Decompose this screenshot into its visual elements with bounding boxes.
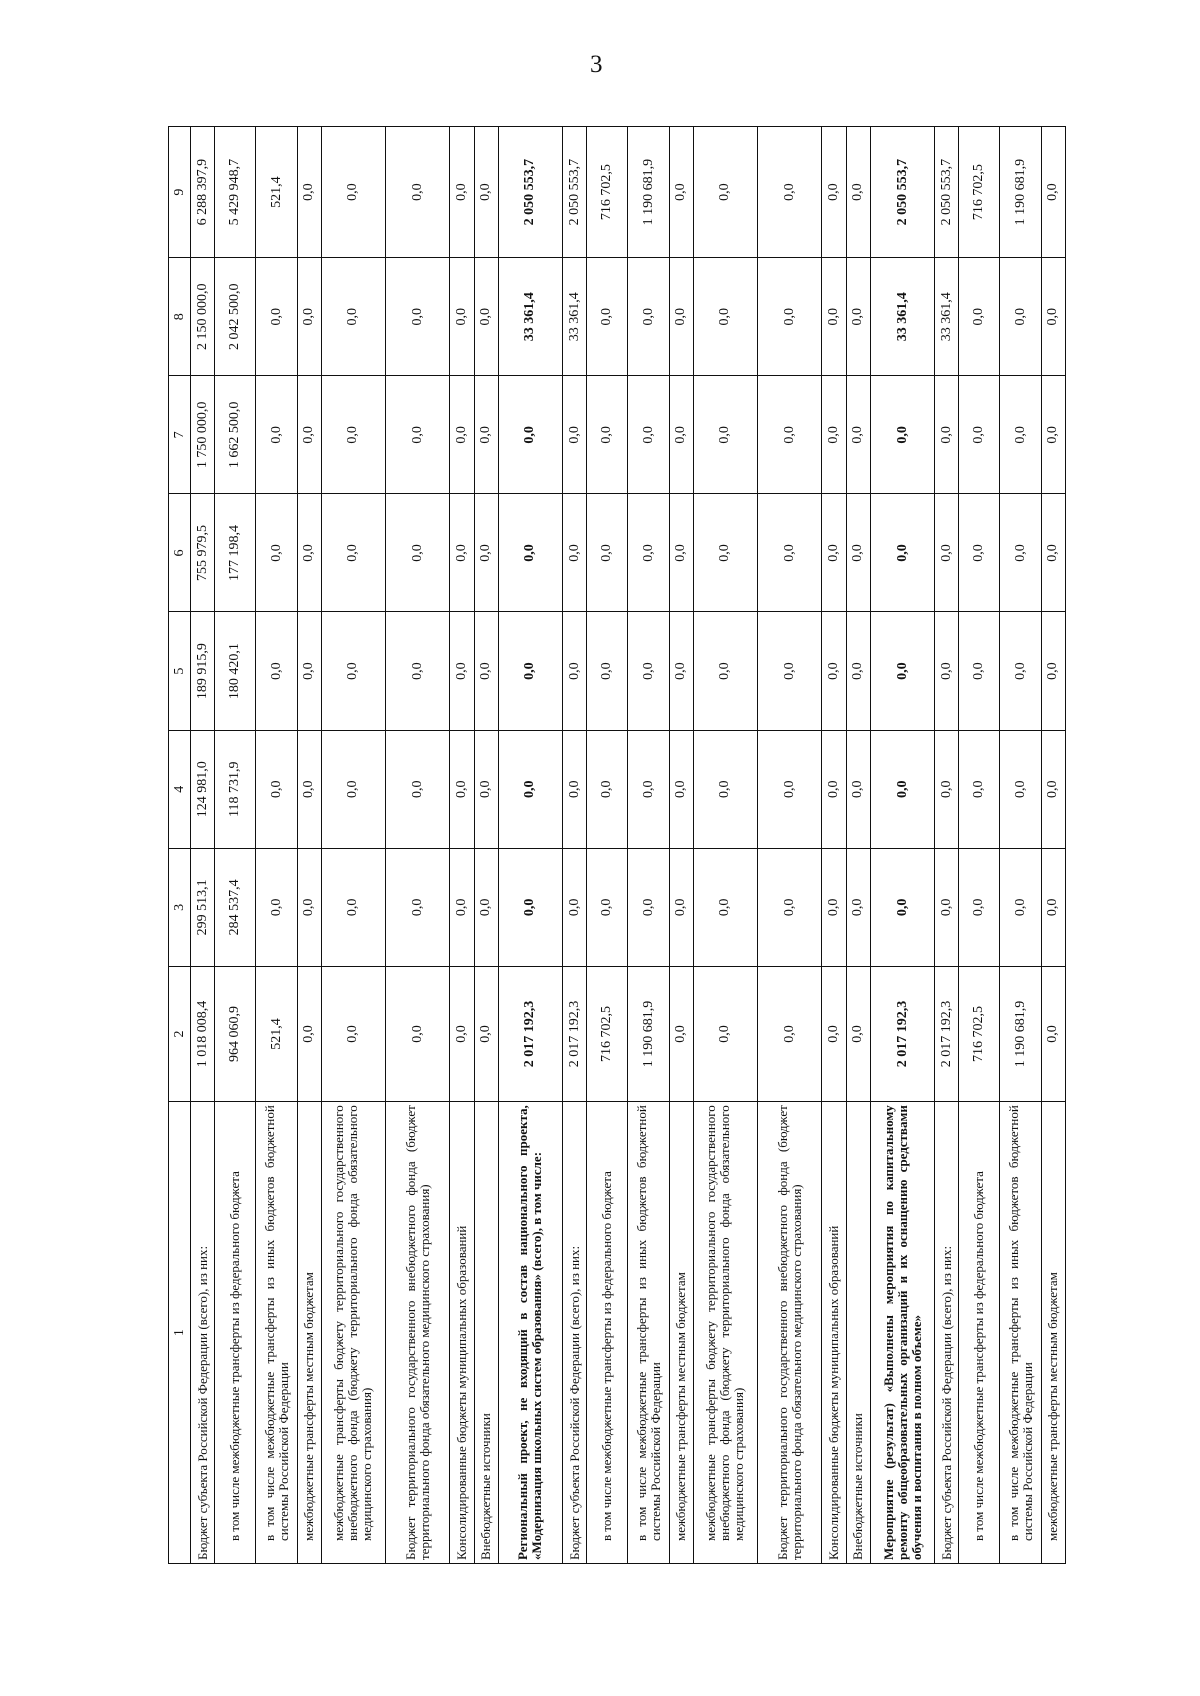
value-cell: 33 361,4 xyxy=(870,258,934,376)
value-cell: 0,0 xyxy=(1000,730,1041,848)
value-cell: 0,0 xyxy=(321,612,385,730)
value-cell: 0,0 xyxy=(669,848,693,966)
row-label: в том числе межбюджетные трансферты из федерального бюджета xyxy=(587,1102,628,1564)
value-cell: 0,0 xyxy=(669,612,693,730)
value-cell: 0,0 xyxy=(297,494,321,612)
value-cell: 0,0 xyxy=(256,848,297,966)
value-cell: 0,0 xyxy=(297,966,321,1101)
value-cell: 0,0 xyxy=(450,612,474,730)
value-cell: 0,0 xyxy=(1000,258,1041,376)
value-cell: 0,0 xyxy=(669,966,693,1101)
value-cell: 0,0 xyxy=(669,258,693,376)
value-cell: 0,0 xyxy=(386,494,450,612)
value-cell: 0,0 xyxy=(846,966,870,1101)
table-row xyxy=(693,127,757,1564)
row-label: Бюджет территориального государственного внебюджетного фонда (бюджет территориального фонда обязательного медицинского страхования) xyxy=(386,1102,450,1564)
value-cell: 0,0 xyxy=(669,127,693,258)
value-cell: 0,0 xyxy=(846,730,870,848)
table-row xyxy=(386,127,450,1564)
row-label: в том числе межбюджетные трансферты из федерального бюджета xyxy=(215,1102,256,1564)
value-cell: 0,0 xyxy=(474,966,498,1101)
value-cell: 0,0 xyxy=(1041,966,1065,1101)
value-cell: 0,0 xyxy=(822,127,846,258)
table-row xyxy=(628,127,669,1564)
value-cell: 0,0 xyxy=(669,376,693,494)
value-cell: 0,0 xyxy=(822,848,846,966)
value-cell: 0,0 xyxy=(450,376,474,494)
table-row xyxy=(321,127,385,1564)
value-cell: 0,0 xyxy=(297,258,321,376)
value-cell: 33 361,4 xyxy=(935,258,959,376)
value-cell: 0,0 xyxy=(474,127,498,258)
value-cell: 6 288 397,9 xyxy=(191,127,215,258)
value-cell: 0,0 xyxy=(959,258,1000,376)
value-cell: 2 050 553,7 xyxy=(563,127,587,258)
value-cell: 0,0 xyxy=(693,258,757,376)
value-cell: 0,0 xyxy=(474,376,498,494)
value-cell: 0,0 xyxy=(1041,258,1065,376)
value-cell: 0,0 xyxy=(256,258,297,376)
value-cell: 124 981,0 xyxy=(191,730,215,848)
value-cell: 0,0 xyxy=(474,494,498,612)
value-cell: 0,0 xyxy=(321,966,385,1101)
value-cell: 0,0 xyxy=(297,127,321,258)
header-cell: 7 xyxy=(169,376,191,494)
value-cell: 0,0 xyxy=(693,730,757,848)
value-cell: 0,0 xyxy=(846,494,870,612)
budget-table xyxy=(168,126,1066,1564)
value-cell: 0,0 xyxy=(498,494,562,612)
value-cell: 0,0 xyxy=(498,848,562,966)
value-cell: 0,0 xyxy=(386,258,450,376)
value-cell: 0,0 xyxy=(628,730,669,848)
value-cell: 0,0 xyxy=(386,966,450,1101)
row-label: Внебюджетные источники xyxy=(474,1102,498,1564)
row-label: межбюджетные трансферты местным бюджетам xyxy=(297,1102,321,1564)
value-cell: 0,0 xyxy=(870,494,934,612)
value-cell: 0,0 xyxy=(1041,376,1065,494)
value-cell: 521,4 xyxy=(256,127,297,258)
value-cell: 0,0 xyxy=(846,127,870,258)
value-cell: 0,0 xyxy=(822,612,846,730)
value-cell: 0,0 xyxy=(256,730,297,848)
value-cell: 2 017 192,3 xyxy=(935,966,959,1101)
header-cell: 4 xyxy=(169,730,191,848)
table-row xyxy=(1000,127,1041,1564)
value-cell: 0,0 xyxy=(321,258,385,376)
value-cell: 0,0 xyxy=(563,376,587,494)
value-cell: 0,0 xyxy=(297,376,321,494)
value-cell: 180 420,1 xyxy=(215,612,256,730)
table-row xyxy=(474,127,498,1564)
value-cell: 0,0 xyxy=(628,258,669,376)
budget-table-rotated xyxy=(168,126,1066,1564)
table-row xyxy=(297,127,321,1564)
value-cell: 0,0 xyxy=(498,376,562,494)
value-cell: 0,0 xyxy=(297,848,321,966)
value-cell: 0,0 xyxy=(822,966,846,1101)
table-row xyxy=(822,127,846,1564)
value-cell: 0,0 xyxy=(628,848,669,966)
table-row xyxy=(256,127,297,1564)
header-cell: 6 xyxy=(169,494,191,612)
value-cell: 0,0 xyxy=(450,127,474,258)
value-cell: 0,0 xyxy=(935,730,959,848)
row-label: Консолидированные бюджеты муниципальных образований xyxy=(822,1102,846,1564)
value-cell: 0,0 xyxy=(870,730,934,848)
value-cell: 716 702,5 xyxy=(959,966,1000,1101)
value-cell: 0,0 xyxy=(386,612,450,730)
value-cell: 118 731,9 xyxy=(215,730,256,848)
table-row xyxy=(563,127,587,1564)
value-cell: 0,0 xyxy=(758,494,822,612)
value-cell: 0,0 xyxy=(758,127,822,258)
value-cell: 0,0 xyxy=(563,730,587,848)
row-label: Бюджет субъекта Российской Федерации (всего), из них: xyxy=(191,1102,215,1564)
value-cell: 0,0 xyxy=(935,848,959,966)
value-cell: 716 702,5 xyxy=(587,127,628,258)
value-cell: 0,0 xyxy=(959,730,1000,848)
table-row xyxy=(669,127,693,1564)
value-cell: 0,0 xyxy=(1000,848,1041,966)
value-cell: 0,0 xyxy=(693,612,757,730)
value-cell: 2 042 500,0 xyxy=(215,258,256,376)
row-label: Мероприятие (результат) «Выполнены мероприятия по капитальному ремонту общеобразовательных организаций и их оснащению средствами обучения и воспитания в полном объеме» xyxy=(870,1102,934,1564)
value-cell: 2 017 192,3 xyxy=(870,966,934,1101)
value-cell: 0,0 xyxy=(1041,730,1065,848)
table-row xyxy=(587,127,628,1564)
header-cell: 9 xyxy=(169,127,191,258)
value-cell: 0,0 xyxy=(587,376,628,494)
page-number: 3 xyxy=(590,51,603,78)
row-label: в том числе межбюджетные трансферты из иных бюджетов бюджетной системы Российской Федерации xyxy=(256,1102,297,1564)
value-cell: 0,0 xyxy=(758,848,822,966)
value-cell: 2 050 553,7 xyxy=(498,127,562,258)
value-cell: 1 018 008,4 xyxy=(191,966,215,1101)
value-cell: 0,0 xyxy=(563,494,587,612)
value-cell: 0,0 xyxy=(587,612,628,730)
value-cell: 0,0 xyxy=(693,494,757,612)
value-cell: 0,0 xyxy=(846,848,870,966)
value-cell: 0,0 xyxy=(386,376,450,494)
value-cell: 755 979,5 xyxy=(191,494,215,612)
value-cell: 0,0 xyxy=(822,730,846,848)
table-row xyxy=(498,127,562,1564)
table-row xyxy=(870,127,934,1564)
value-cell: 2 017 192,3 xyxy=(563,966,587,1101)
value-cell: 0,0 xyxy=(1041,127,1065,258)
value-cell: 0,0 xyxy=(870,848,934,966)
value-cell: 0,0 xyxy=(256,494,297,612)
value-cell: 0,0 xyxy=(450,848,474,966)
value-cell: 0,0 xyxy=(474,258,498,376)
value-cell: 521,4 xyxy=(256,966,297,1101)
row-label: Региональный проект, не входящий в состав национального проекта, «Модернизация школьных систем образования» (всего), в том числе: xyxy=(498,1102,562,1564)
value-cell: 2 017 192,3 xyxy=(498,966,562,1101)
value-cell: 0,0 xyxy=(297,730,321,848)
value-cell: 0,0 xyxy=(297,612,321,730)
table-row xyxy=(191,127,215,1564)
value-cell: 0,0 xyxy=(959,612,1000,730)
value-cell: 1 190 681,9 xyxy=(1000,127,1041,258)
value-cell: 0,0 xyxy=(474,612,498,730)
value-cell: 0,0 xyxy=(628,494,669,612)
value-cell: 0,0 xyxy=(758,730,822,848)
value-cell: 0,0 xyxy=(1000,376,1041,494)
table-row xyxy=(758,127,822,1564)
value-cell: 0,0 xyxy=(669,730,693,848)
value-cell: 0,0 xyxy=(587,730,628,848)
value-cell: 0,0 xyxy=(758,612,822,730)
value-cell: 0,0 xyxy=(669,494,693,612)
header-cell: 8 xyxy=(169,258,191,376)
table-row xyxy=(215,127,256,1564)
value-cell: 0,0 xyxy=(693,848,757,966)
value-cell: 0,0 xyxy=(450,258,474,376)
value-cell: 177 198,4 xyxy=(215,494,256,612)
table-row xyxy=(450,127,474,1564)
budget-table-frame xyxy=(168,126,1066,1564)
value-cell: 0,0 xyxy=(959,376,1000,494)
value-cell: 0,0 xyxy=(1041,848,1065,966)
header-cell: 3 xyxy=(169,848,191,966)
header-cell: 1 xyxy=(169,1102,191,1564)
value-cell: 716 702,5 xyxy=(587,966,628,1101)
value-cell: 0,0 xyxy=(256,376,297,494)
value-cell: 284 537,4 xyxy=(215,848,256,966)
value-cell: 0,0 xyxy=(822,494,846,612)
value-cell: 0,0 xyxy=(386,848,450,966)
row-label: межбюджетные трансферты бюджету территориального государственного внебюджетного фонда (бюджету территориального фонда обязательного медицинского страхования) xyxy=(321,1102,385,1564)
value-cell: 0,0 xyxy=(693,966,757,1101)
value-cell: 0,0 xyxy=(758,376,822,494)
value-cell: 0,0 xyxy=(1000,494,1041,612)
header-cell: 5 xyxy=(169,612,191,730)
row-label: межбюджетные трансферты бюджету территориального государственного внебюджетного фонда (бюджету территориального фонда обязательного медицинского страхования) xyxy=(693,1102,757,1564)
value-cell: 0,0 xyxy=(587,258,628,376)
value-cell: 0,0 xyxy=(846,376,870,494)
row-label: Бюджет субъекта Российской Федерации (всего), из них: xyxy=(563,1102,587,1564)
row-label: в том числе межбюджетные трансферты из федерального бюджета xyxy=(959,1102,1000,1564)
value-cell: 33 361,4 xyxy=(563,258,587,376)
table-row xyxy=(846,127,870,1564)
value-cell: 0,0 xyxy=(693,127,757,258)
value-cell: 0,0 xyxy=(846,612,870,730)
value-cell: 0,0 xyxy=(321,494,385,612)
value-cell: 299 513,1 xyxy=(191,848,215,966)
value-cell: 0,0 xyxy=(450,730,474,848)
value-cell: 0,0 xyxy=(758,258,822,376)
value-cell: 1 190 681,9 xyxy=(628,966,669,1101)
value-cell: 0,0 xyxy=(1041,494,1065,612)
value-cell: 0,0 xyxy=(321,376,385,494)
table-row xyxy=(1041,127,1065,1564)
header-cell: 2 xyxy=(169,966,191,1101)
value-cell: 0,0 xyxy=(822,258,846,376)
value-cell: 0,0 xyxy=(563,612,587,730)
value-cell: 0,0 xyxy=(959,848,1000,966)
value-cell: 0,0 xyxy=(450,966,474,1101)
value-cell: 0,0 xyxy=(474,848,498,966)
value-cell: 0,0 xyxy=(450,494,474,612)
value-cell: 0,0 xyxy=(959,494,1000,612)
value-cell: 0,0 xyxy=(321,730,385,848)
value-cell: 0,0 xyxy=(1041,612,1065,730)
value-cell: 0,0 xyxy=(935,376,959,494)
table-row xyxy=(935,127,959,1564)
table-row xyxy=(959,127,1000,1564)
value-cell: 964 060,9 xyxy=(215,966,256,1101)
value-cell: 1 190 681,9 xyxy=(628,127,669,258)
value-cell: 2 050 553,7 xyxy=(870,127,934,258)
value-cell: 0,0 xyxy=(386,127,450,258)
value-cell: 0,0 xyxy=(1000,612,1041,730)
value-cell: 1 190 681,9 xyxy=(1000,966,1041,1101)
value-cell: 2 050 553,7 xyxy=(935,127,959,258)
row-label: межбюджетные трансферты местным бюджетам xyxy=(669,1102,693,1564)
value-cell: 1 662 500,0 xyxy=(215,376,256,494)
value-cell: 0,0 xyxy=(386,730,450,848)
value-cell: 33 361,4 xyxy=(498,258,562,376)
value-cell: 0,0 xyxy=(758,966,822,1101)
row-label: Внебюджетные источники xyxy=(846,1102,870,1564)
value-cell: 5 429 948,7 xyxy=(215,127,256,258)
value-cell: 0,0 xyxy=(498,730,562,848)
value-cell: 0,0 xyxy=(935,494,959,612)
value-cell: 0,0 xyxy=(256,612,297,730)
value-cell: 0,0 xyxy=(846,258,870,376)
row-label: межбюджетные трансферты местным бюджетам xyxy=(1041,1102,1065,1564)
value-cell: 0,0 xyxy=(693,376,757,494)
value-cell: 0,0 xyxy=(474,730,498,848)
value-cell: 189 915,9 xyxy=(191,612,215,730)
value-cell: 0,0 xyxy=(628,376,669,494)
value-cell: 0,0 xyxy=(563,848,587,966)
table-header-row xyxy=(169,127,191,1564)
row-label: Консолидированные бюджеты муниципальных образований xyxy=(450,1102,474,1564)
row-label: Бюджет субъекта Российской Федерации (всего), из них: xyxy=(935,1102,959,1564)
value-cell: 0,0 xyxy=(321,127,385,258)
value-cell: 0,0 xyxy=(870,376,934,494)
row-label: Бюджет территориального государственного внебюджетного фонда (бюджет территориального фонда обязательного медицинского страхования) xyxy=(758,1102,822,1564)
value-cell: 0,0 xyxy=(935,612,959,730)
value-cell: 716 702,5 xyxy=(959,127,1000,258)
value-cell: 0,0 xyxy=(870,612,934,730)
value-cell: 0,0 xyxy=(498,612,562,730)
value-cell: 2 150 000,0 xyxy=(191,258,215,376)
value-cell: 0,0 xyxy=(321,848,385,966)
value-cell: 0,0 xyxy=(587,494,628,612)
value-cell: 1 750 000,0 xyxy=(191,376,215,494)
value-cell: 0,0 xyxy=(628,612,669,730)
value-cell: 0,0 xyxy=(822,376,846,494)
row-label: в том числе межбюджетные трансферты из иных бюджетов бюджетной системы Российской Федерации xyxy=(628,1102,669,1564)
value-cell: 0,0 xyxy=(587,848,628,966)
row-label: в том числе межбюджетные трансферты из иных бюджетов бюджетной системы Российской Федерации xyxy=(1000,1102,1041,1564)
